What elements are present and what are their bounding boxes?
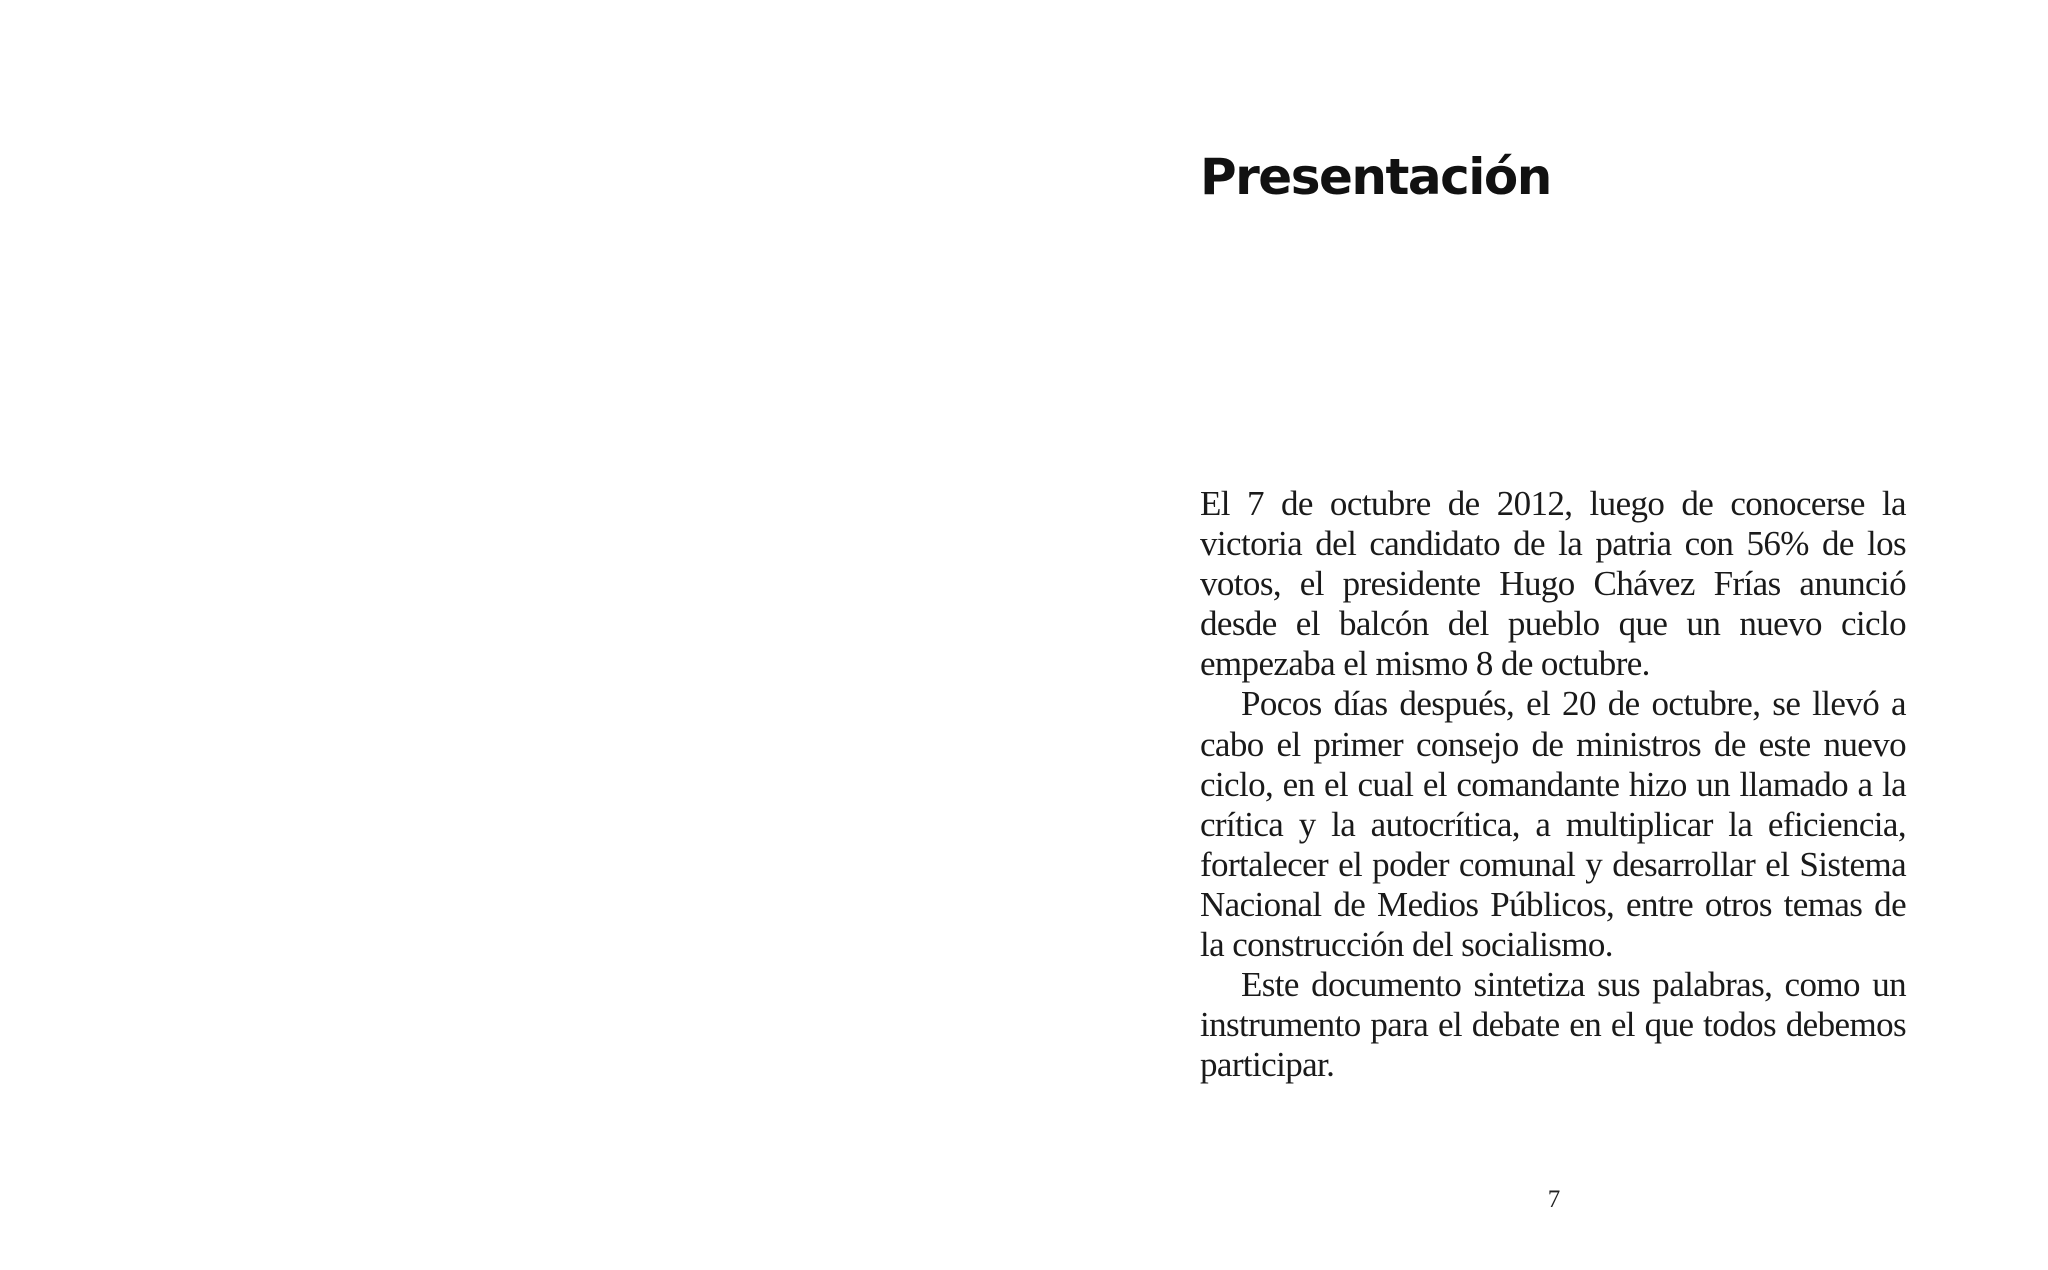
paragraph-3: Este documento sintetiza sus palabras, como un instrumento para el debate en el que todos debemos participar. <box>1200 965 1906 1085</box>
page-number: 7 <box>1547 1186 1561 1213</box>
body-text <box>1200 484 1906 1085</box>
right-page <box>1024 0 2048 1270</box>
paragraph-2: Pocos días después, el 20 de octubre, se llevó a cabo el primer consejo de ministros de este nuevo ciclo, en el cual el comandante hizo un llamado a la crítica y la autocrítica, a multiplicar la eficiencia, fortalecer el poder comunal y desarrollar el Sistema Nacional de Medios Públicos, entre otros temas de la construcción del socialismo. <box>1200 684 1906 965</box>
page-title: Presentación <box>1200 148 1551 206</box>
paragraph-1: El 7 de octubre de 2012, luego de conocerse la victoria del candidato de la patria con 56% de los votos, el presidente Hugo Chávez Frías anunció desde el balcón del pueblo que un nuevo ciclo empezaba el mismo 8 de octubre. <box>1200 484 1906 684</box>
